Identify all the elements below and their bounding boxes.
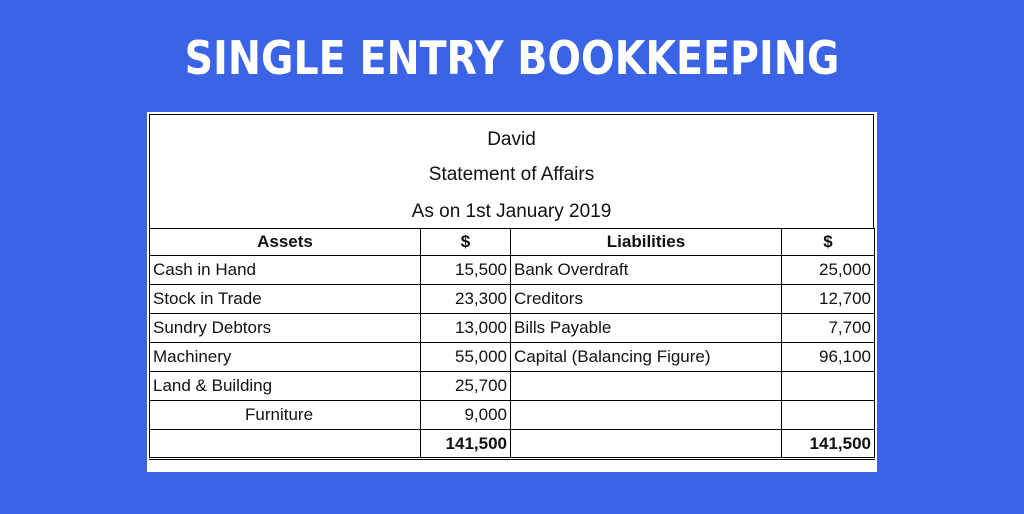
liability-name: Bank Overdraft xyxy=(511,256,782,285)
statement-date: As on 1st January 2019 xyxy=(411,201,612,222)
liability-amount: 12,700 xyxy=(782,285,875,314)
liability-total-label xyxy=(511,430,782,459)
asset-name: Sundry Debtors xyxy=(150,314,421,343)
table-row xyxy=(150,285,875,314)
table-row xyxy=(150,372,875,401)
liability-amount: 96,100 xyxy=(782,343,875,372)
asset-name: Cash in Hand xyxy=(150,256,421,285)
asset-name: Machinery xyxy=(150,343,421,372)
table-row xyxy=(150,401,875,430)
liability-amount: 7,700 xyxy=(782,314,875,343)
asset-amount: 15,500 xyxy=(421,256,511,285)
header-assets: Assets xyxy=(150,229,421,256)
liability-total: 141,500 xyxy=(782,430,875,459)
header-liabilities: Liabilities xyxy=(511,229,782,256)
liability-name xyxy=(511,372,782,401)
liability-name: Bills Payable xyxy=(511,314,782,343)
asset-name: Land & Building xyxy=(150,372,421,401)
statement-table xyxy=(149,228,875,460)
header-asset-amount: $ xyxy=(421,229,511,256)
liability-name: Creditors xyxy=(511,285,782,314)
asset-total-label xyxy=(150,430,421,459)
banner-title: SINGLE ENTRY BOOKKEEPING xyxy=(184,31,840,85)
totals-row xyxy=(150,430,875,459)
liability-amount xyxy=(782,372,875,401)
liability-name: Capital (Balancing Figure) xyxy=(511,343,782,372)
asset-amount: 9,000 xyxy=(421,401,511,430)
asset-total: 141,500 xyxy=(421,430,511,459)
asset-amount: 55,000 xyxy=(421,343,511,372)
statement-title: Statement of Affairs xyxy=(428,164,595,185)
liability-amount xyxy=(782,401,875,430)
asset-amount: 25,700 xyxy=(421,372,511,401)
statement-header xyxy=(149,114,874,228)
statement-name: David xyxy=(487,129,536,150)
asset-amount: 23,300 xyxy=(421,285,511,314)
header-liability-amount: $ xyxy=(782,229,875,256)
asset-amount: 13,000 xyxy=(421,314,511,343)
table-row xyxy=(150,343,875,372)
liability-name xyxy=(511,401,782,430)
table-row xyxy=(150,314,875,343)
asset-name: Furniture xyxy=(150,401,421,430)
table-header-row xyxy=(150,229,875,256)
table-row xyxy=(150,256,875,285)
asset-name: Stock in Trade xyxy=(150,285,421,314)
statement-sheet xyxy=(147,112,877,472)
liability-amount: 25,000 xyxy=(782,256,875,285)
